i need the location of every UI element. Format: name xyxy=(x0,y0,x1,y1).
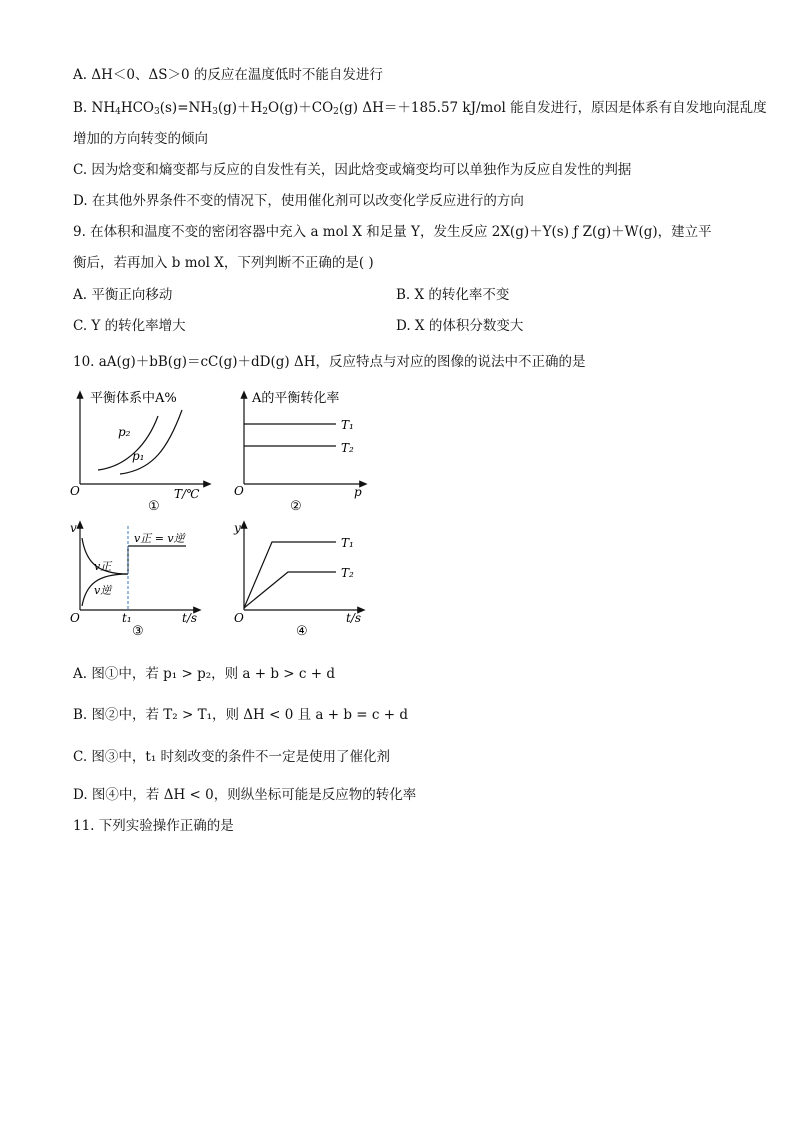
fig4-origin: O xyxy=(234,611,244,625)
fig4-line-t1 xyxy=(244,542,336,608)
fig4-label-t2: T₂ xyxy=(341,566,354,580)
fig2-label-t1: T₁ xyxy=(341,418,354,432)
figure-4 xyxy=(232,518,372,643)
q9-option-b: B. X 的转化率不变 xyxy=(396,287,510,303)
q8-option-b: B. $NH_4HCO_3(s)=NH_3(g)+H_2O(g)+CO_2(g)$ ΔH＝＋185.57 kJ/mol 能自发进行，原因是体系有自发地向混乱度 xyxy=(73,100,767,117)
q8-option-c: C. 因为焓变和熵变都与反应的自发性有关，因此焓变或熵变均可以单独作为反应自发性的判据 xyxy=(73,162,632,178)
q9-stem-continued: 衡后，若再加入 b mol X，下列判断不正确的是( ) xyxy=(73,255,374,271)
fig4-caption: ④ xyxy=(296,624,308,639)
fig3-t1-label: t₁ xyxy=(122,611,132,625)
q10-option-a: A. 图①中，若 p₁ > p₂，则 a + b > c + d xyxy=(73,666,335,682)
fig2-caption: ② xyxy=(290,499,302,513)
fig1-origin: O xyxy=(70,484,80,498)
q8-option-a: A. ΔH＜0、ΔS＞0 的反应在温度低时不能自发进行 xyxy=(73,67,383,83)
q10-option-b: B. 图②中，若 T₂ > T₁，则 ΔH < 0 且 a + b = c + d xyxy=(73,707,408,723)
fig4-label-t1: T₁ xyxy=(341,536,354,550)
fig1-ylabel: 平衡体系中A% xyxy=(90,391,177,406)
q10-option-c: C. 图③中，t₁ 时刻改变的条件不一定是使用了催化剂 xyxy=(73,749,391,765)
fig1-label-p1: p₁ xyxy=(132,449,145,463)
figure-1 xyxy=(68,388,218,513)
fig3-xlabel: t/s xyxy=(182,611,198,625)
fig3-eq-label: v正 = v逆 xyxy=(134,532,185,545)
q10-option-d: D. 图④中，若 ΔH < 0，则纵坐标可能是反应物的转化率 xyxy=(73,787,417,803)
fig3-ylabel: v xyxy=(70,521,77,535)
fig4-xlabel: t/s xyxy=(346,611,362,625)
q8-option-d: D. 在其他外界条件不变的情况下，使用催化剂可以改变化学反应进行的方向 xyxy=(73,193,524,209)
q10-stem: 10. aA(g)＋bB(g)＝cC(g)＋dD(g) ΔH，反应特点与对应的图像的说法中不正确的是 xyxy=(73,354,586,370)
fig4-line-t2 xyxy=(244,572,336,608)
figure-3 xyxy=(68,518,208,643)
fig3-origin: O xyxy=(70,611,80,625)
fig1-caption: ① xyxy=(148,499,160,513)
fig4-ylabel: y xyxy=(234,521,241,535)
q9-option-d: D. X 的体积分数变大 xyxy=(396,318,524,334)
q9-stem: 9. 在体积和温度不变的密闭容器中充入 a mol X 和足量 Y，发生反应 2X(g)＋Y(s) ƒ Z(g)＋W(g)，建立平 xyxy=(73,224,712,240)
fig1-curve-p1 xyxy=(120,410,182,474)
fig3-vrev-label: v逆 xyxy=(94,584,112,597)
fig2-origin: O xyxy=(234,484,244,498)
fig2-ylabel: A的平衡转化率 xyxy=(252,391,340,406)
fig3-vfwd-label: v正 xyxy=(94,560,112,573)
figure-2 xyxy=(232,388,372,513)
fig1-label-p2: p₂ xyxy=(118,425,131,439)
q9-option-a: A. 平衡正向移动 xyxy=(73,287,173,303)
fig3-caption: ③ xyxy=(132,624,144,639)
q8-option-b-continued: 增加的方向转变的倾向 xyxy=(73,131,208,147)
q9-option-c: C. Y 的转化率增大 xyxy=(73,318,186,334)
q11-stem: 11. 下列实验操作正确的是 xyxy=(73,818,234,834)
fig2-label-t2: T₂ xyxy=(341,441,354,455)
fig1-xlabel: T/℃ xyxy=(174,487,200,501)
fig2-xlabel: p xyxy=(354,485,362,499)
